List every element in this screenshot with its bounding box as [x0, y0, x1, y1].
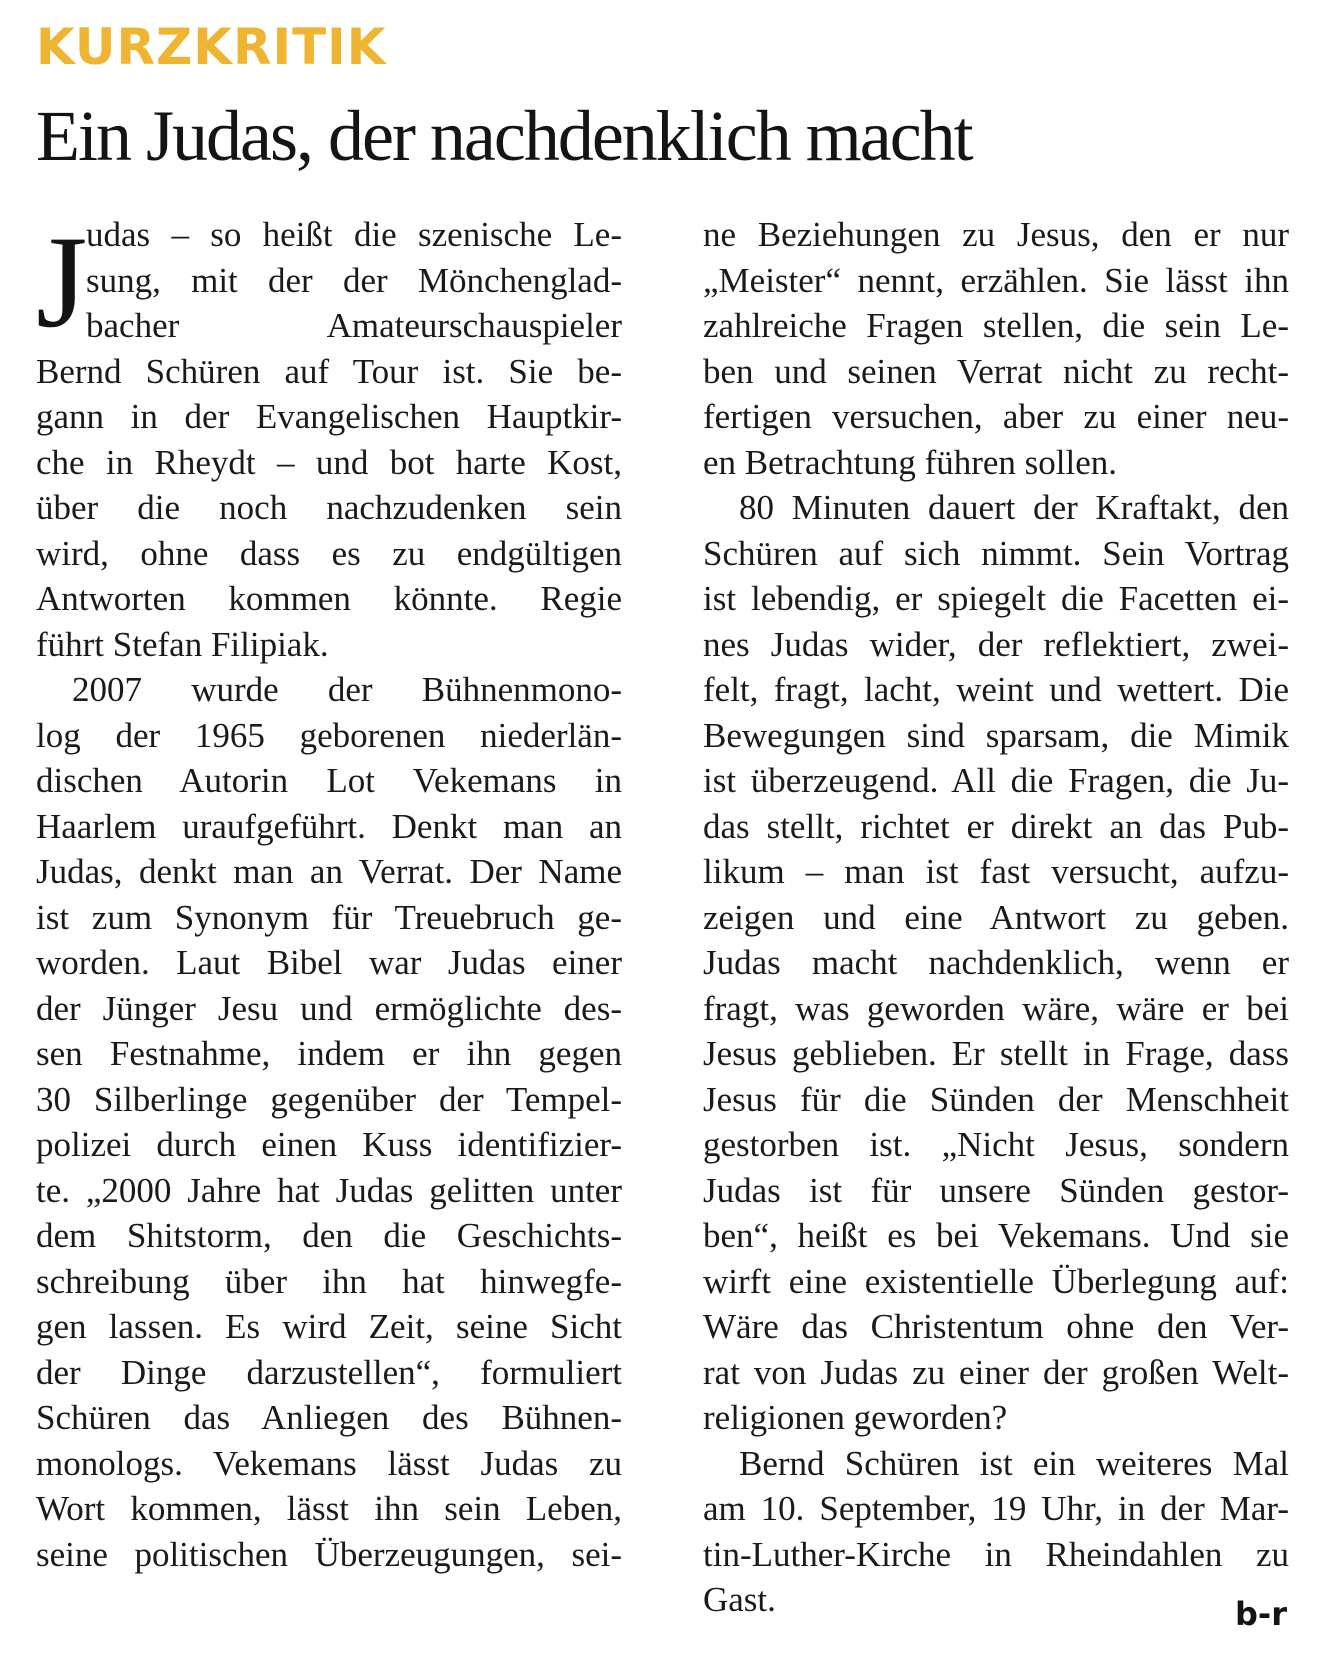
text-line: likum – man ist fast versucht, aufzu-	[703, 852, 1289, 891]
text-line: felt, fragt, lacht, weint und wettert. Die	[703, 670, 1289, 709]
text-line: zeigen und eine Antwort zu geben.	[703, 897, 1289, 937]
text-line: ist zum Synonym für Treuebruch ge-	[36, 897, 622, 937]
text-line: Antworten kommen könnte. Regie	[36, 579, 622, 618]
text-line: worden. Laut Bibel war Judas einer	[36, 943, 622, 982]
text-line: zahlreiche Fragen stellen, die sein Le-	[703, 306, 1289, 345]
article-headline: Ein Judas, der nachdenklich macht	[36, 96, 972, 176]
text-line: ben“, heißt es bei Vekemans. Und sie	[703, 1216, 1289, 1255]
article-column-right	[703, 212, 1289, 1623]
text-line: Gast.	[703, 1580, 776, 1619]
text-line: Judas macht nachdenklich, wenn er	[703, 943, 1289, 982]
text-line: en Betrachtung führen sollen.	[703, 442, 1118, 482]
text-line: ben und seinen Verrat nicht zu recht-	[703, 351, 1289, 391]
text-line: der Jünger Jesu und ermöglichte des-	[36, 988, 622, 1028]
text-line: Jesus geblieben. Er stellt in Frage, dass	[703, 1034, 1289, 1073]
text-line: 80 Minuten dauert der Kraftakt, den	[739, 488, 1289, 527]
section-kicker: KURZKRITIK	[36, 18, 387, 76]
text-line: rat von Judas zu einer der großen Welt-	[703, 1352, 1289, 1392]
text-line: am 10. September, 19 Uhr, in der Mar-	[703, 1489, 1289, 1528]
text-line: 30 Silberlinge gegenüber der Tempel-	[36, 1079, 622, 1119]
text-line: ist überzeugend. All die Fragen, die Ju-	[703, 761, 1289, 800]
text-line: udas – so heißt die szenische Le-	[86, 215, 622, 254]
text-line: wirft eine existentielle Überlegung auf:	[703, 1261, 1289, 1301]
text-line: über die noch nachzudenken sein	[36, 488, 622, 527]
text-line: fertigen versuchen, aber zu einer neu-	[703, 397, 1289, 436]
text-line: Bernd Schüren ist ein weiteres Mal	[739, 1443, 1289, 1483]
text-line: gen lassen. Es wird Zeit, seine Sicht	[36, 1307, 622, 1346]
text-line: sung, mit der der Mönchenglad-	[86, 260, 622, 300]
text-line: Wäre das Christentum ohne den Ver-	[703, 1307, 1289, 1346]
text-line: der Dinge darzustellen“, formuliert	[36, 1352, 622, 1392]
text-line: wird, ohne dass es zu endgültigen	[36, 533, 622, 573]
text-line: ne Beziehungen zu Jesus, den er nur	[703, 215, 1289, 254]
text-line: te. „2000 Jahre hat Judas gelitten unter	[36, 1170, 622, 1210]
text-line: Judas, denkt man an Verrat. Der Name	[36, 852, 622, 891]
text-line: gann in der Evangelischen Hauptkir-	[36, 397, 622, 436]
text-line: Haarlem uraufgeführt. Denkt man an	[36, 806, 622, 846]
text-line: das stellt, richtet er direkt an das Pub-	[703, 806, 1289, 846]
text-line: seine politischen Überzeugungen, sei-	[36, 1534, 622, 1574]
drop-cap: J	[36, 208, 88, 355]
text-line: tin-Luther-Kirche in Rheindahlen zu	[703, 1534, 1289, 1574]
text-line: polizei durch einen Kuss identifizier-	[36, 1125, 622, 1164]
text-line: führt Stefan Filipiak.	[36, 624, 329, 664]
text-line: schreibung über ihn hat hinwegfe-	[36, 1261, 622, 1301]
article-column-left	[36, 208, 622, 1577]
text-line: Schüren das Anliegen des Bühnen-	[36, 1398, 622, 1437]
text-line: Judas ist für unsere Sünden gestor-	[703, 1170, 1289, 1210]
text-line: fragt, was geworden wäre, wäre er bei	[703, 988, 1289, 1028]
text-line: log der 1965 geborenen niederlän-	[36, 715, 622, 755]
text-line: bacher Amateurschauspieler	[86, 306, 622, 345]
text-line: sen Festnahme, indem er ihn gegen	[36, 1034, 622, 1073]
text-line: religionen geworden?	[703, 1398, 1008, 1437]
text-line: ist lebendig, er spiegelt die Facetten ei-	[703, 579, 1289, 618]
text-line: 2007 wurde der Bühnenmono-	[72, 670, 622, 709]
text-line: „Meister“ nennt, erzählen. Sie lässt ihn	[703, 260, 1289, 300]
text-line: gestorben ist. „Nicht Jesus, sondern	[703, 1125, 1289, 1164]
text-line: dem Shitstorm, den die Geschichts-	[36, 1216, 622, 1255]
text-line: Wort kommen, lässt ihn sein Leben,	[36, 1489, 622, 1528]
text-line: Bernd Schüren auf Tour ist. Sie be-	[36, 351, 622, 391]
opening-paragraph	[36, 208, 622, 355]
author-byline: b-r	[1235, 1595, 1287, 1633]
text-line: Bewegungen sind sparsam, die Mimik	[703, 715, 1289, 755]
text-line: che in Rheydt – und bot harte Kost,	[36, 442, 622, 482]
text-line: dischen Autorin Lot Vekemans in	[36, 761, 622, 800]
text-line: Schüren auf sich nimmt. Sein Vortrag	[703, 533, 1289, 573]
text-line: Jesus für die Sünden der Menschheit	[703, 1079, 1289, 1119]
text-line: nes Judas wider, der reflektiert, zwei-	[703, 624, 1289, 664]
text-line: monologs. Vekemans lässt Judas zu	[36, 1443, 622, 1483]
